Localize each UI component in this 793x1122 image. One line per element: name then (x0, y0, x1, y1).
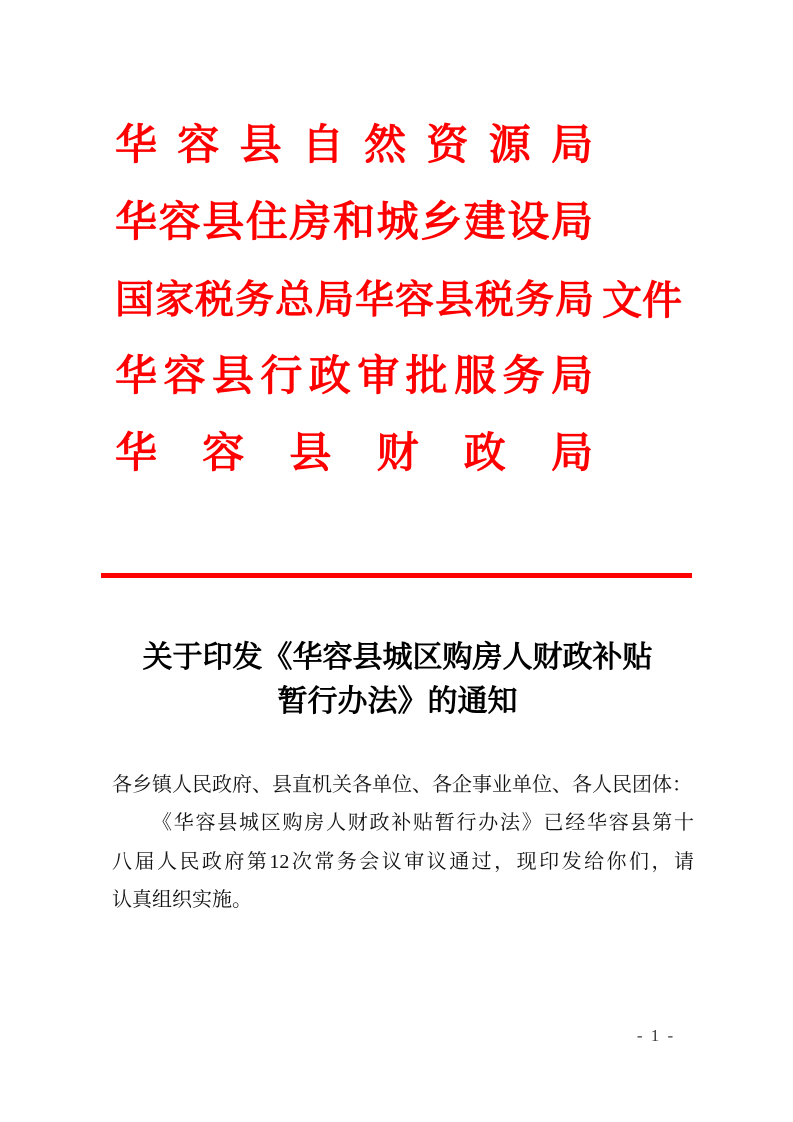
page-number: - 1 - (636, 1026, 676, 1045)
red-header-divider (101, 573, 692, 578)
document-body (112, 766, 694, 920)
document-title-line: 暂行办法》的通知 (277, 685, 518, 718)
agency-name: 华容县自然资源局 (115, 123, 593, 169)
doc-type-label: 文件 (602, 278, 682, 323)
agency-name: 国家税务总局华容县税务局 (115, 279, 593, 322)
agency-name: 华容县住房和城乡建设局 (115, 200, 593, 246)
letterhead (115, 108, 593, 493)
agency-name: 华容县行政审批服务局 (115, 354, 593, 400)
body-paragraph-line: 认真组织实施。 (112, 889, 252, 912)
document-title-line: 关于印发《华容县城区购房人财政补贴 (142, 641, 653, 674)
body-paragraph-line: 《华容县城区购房人财政补贴暂行办法》已经华容县第十 (152, 812, 694, 835)
salutation-line: 各乡镇人民政府、县直机关各单位、各企事业单位、各人民团体： (112, 774, 692, 796)
body-paragraph-line: 八届人民政府第12次常务会议审议通过，现印发给你们，请 (112, 850, 694, 873)
document-title (101, 636, 694, 724)
agency-name: 华容县财政局 (115, 431, 593, 477)
